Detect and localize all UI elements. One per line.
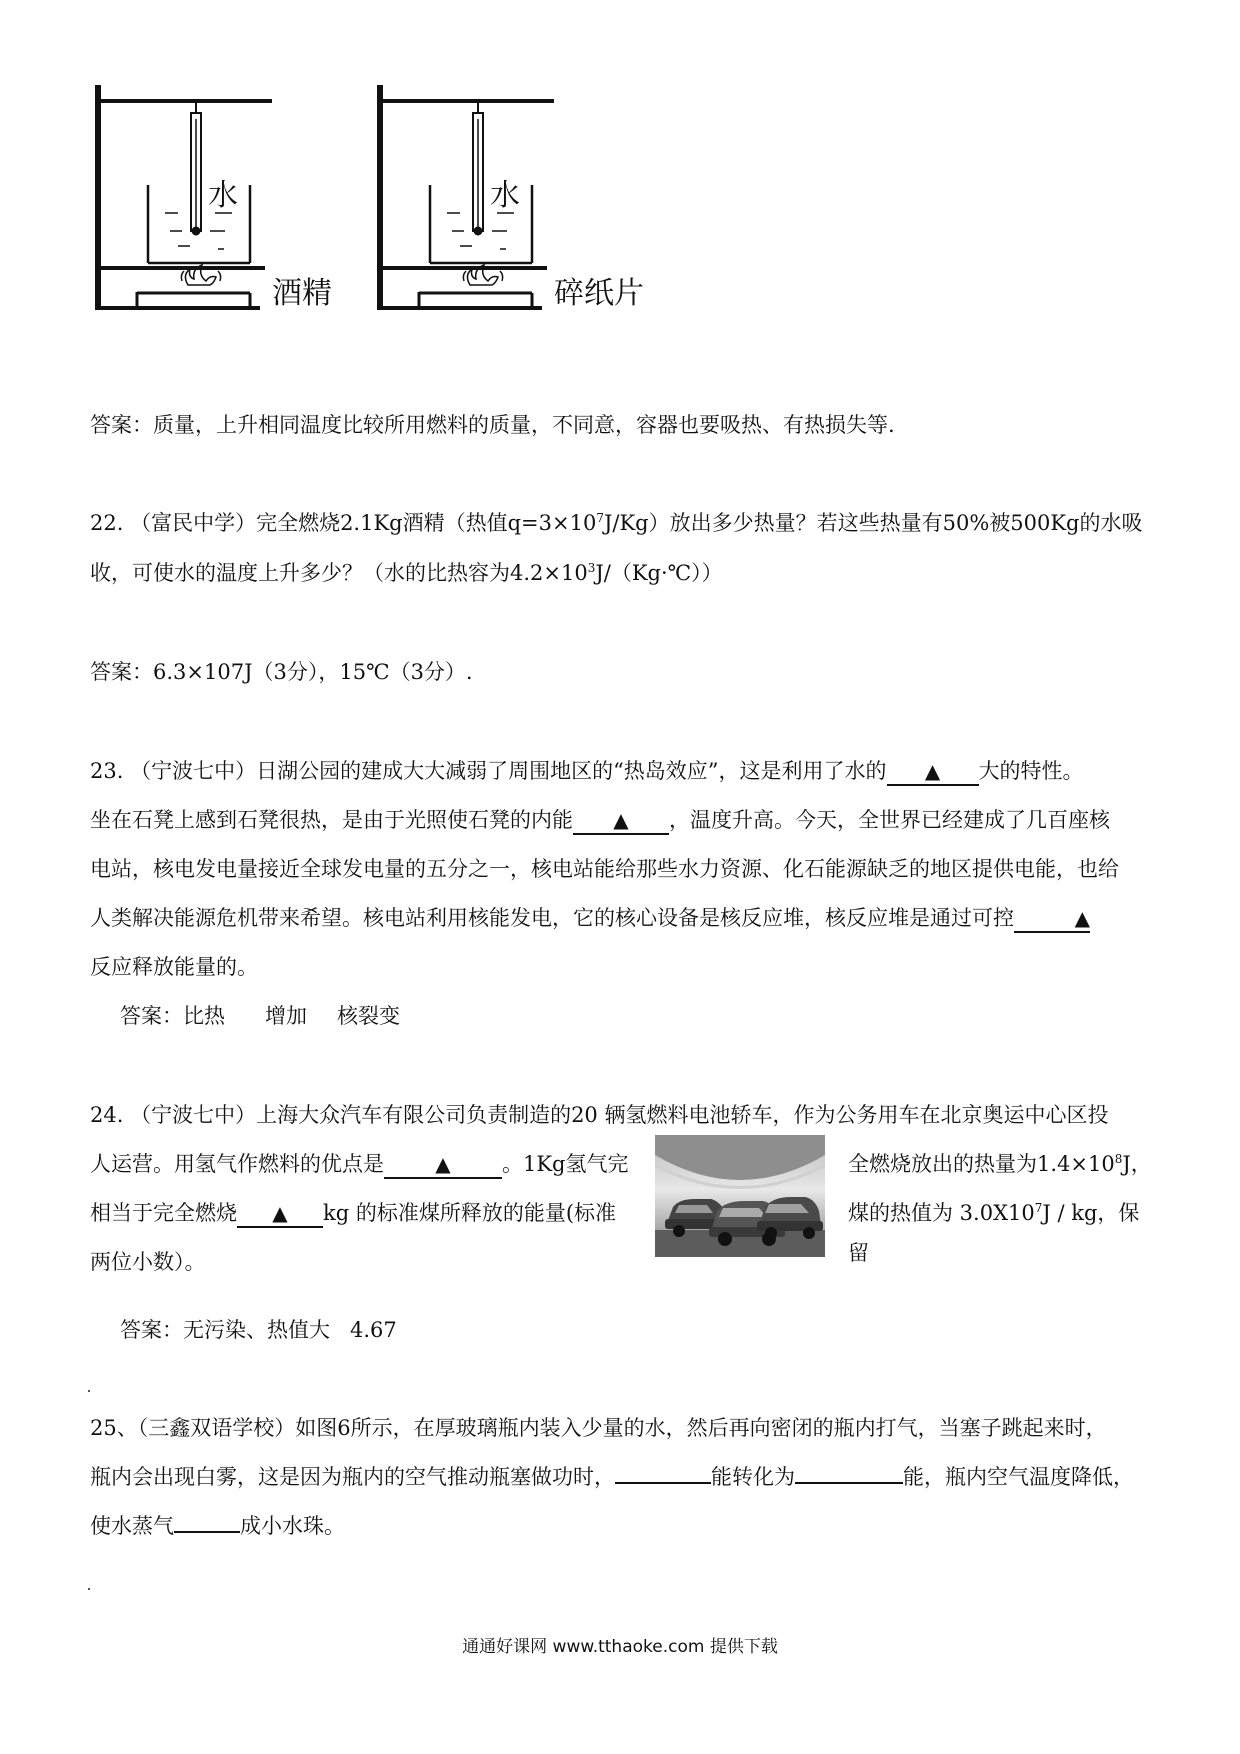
q25-blank-3 <box>174 1507 240 1533</box>
q22-line2-b: J/（Kg·℃）） <box>595 561 723 585</box>
q23-line5: 反应释放能量的。 <box>90 955 258 979</box>
q25-l3-a: 使水蒸气 <box>90 1514 174 1538</box>
q22-line2 <box>90 553 1160 593</box>
q23-l1-a: 23. （宁波七中）日湖公园的建成大大减弱了周围地区的“热岛效应”，这是利用了水的 <box>90 759 887 783</box>
q24-l3-a: 相当于完全燃烧 <box>90 1201 237 1225</box>
q24-answer-1: 无污染、热值大 <box>183 1318 330 1342</box>
q24-line1: 24. （宁波七中）上海大众汽车有限公司负责制造的20 辆氢燃料电池轿车，作为公务用车在北京奥运中心区投 <box>90 1103 1109 1127</box>
q25-blank-2 <box>795 1458 903 1484</box>
q25-line1: 25、（三鑫双语学校）如图6所示，在厚玻璃瓶内装入少量的水，然后再向密闭的瓶内打气，当塞子跳起来时， <box>90 1416 1107 1440</box>
q23-answer-2: 增加 <box>265 1004 307 1028</box>
q24-answer-label: 答案： <box>120 1318 183 1342</box>
q24-blank-2 <box>237 1200 323 1228</box>
q23-answer <box>120 996 1190 1036</box>
q22-line1 <box>90 503 1160 543</box>
q22-line2-a: 收，可使水的温度上升多少？（水的比热容为4.2×10 <box>90 561 588 585</box>
q24-exponent-b: 7 <box>1034 1201 1043 1215</box>
q25-l2-b: 能转化为 <box>711 1465 795 1489</box>
left-setup <box>98 85 272 310</box>
q23-blank-2 <box>573 807 669 835</box>
q22-exponent-b: 3 <box>587 561 596 575</box>
q24-l2-c: 全燃烧放出的热量为1.4×10 <box>848 1152 1115 1176</box>
triangle-marker-icon: ▲ <box>435 1152 451 1176</box>
q23-line4 <box>90 898 1160 938</box>
q25-l3-b: 成小水珠。 <box>240 1514 345 1538</box>
q22-text-a: 22. （富民中学）完全燃烧2.1Kg酒精（热值q=3×10 <box>90 511 597 535</box>
q23-blank-3 <box>1014 905 1090 933</box>
q24-line2-right <box>848 1144 1160 1184</box>
q22-text-b: J/Kg）放出多少热量？若这些热量有50%被500Kg的水吸 <box>603 511 1143 535</box>
q24-l3-b: kg 的标准煤所释放的能量(标准 <box>323 1201 617 1225</box>
q25-l2-a: 瓶内会出现白雾，这是因为瓶内的空气推动瓶塞做功时， <box>90 1465 615 1489</box>
q23-line3: 电站，核电发电量接近全球发电量的五分之一，核电站能给那些水力资源、化石能源缺乏的地区提供电能，也给 <box>90 857 1119 881</box>
q21-answer: 答案：质量，上升相同温度比较所用燃料的质量，不同意，容器也要吸热、有热损失等. <box>90 413 895 437</box>
q25-line2 <box>90 1457 1160 1497</box>
left-fuel-label: 酒精 <box>272 276 332 311</box>
right-water-label: 水 <box>490 178 520 213</box>
q23-line2 <box>90 800 1160 840</box>
q23-l2-b: ，温度升高。今天，全世界已经建成了几百座核 <box>669 808 1110 832</box>
q24-exponent-a: 8 <box>1114 1152 1123 1166</box>
q24-blank-1 <box>384 1151 502 1179</box>
right-setup <box>380 85 554 310</box>
hydrogen-cars-photo <box>655 1135 825 1257</box>
q24-l2-b: 。1Kg氢气完 <box>502 1152 629 1176</box>
right-fuel-label: 碎纸片 <box>554 276 644 311</box>
left-water-label: 水 <box>208 178 238 213</box>
page-footer: 通通好课网 www.tthaoke.com 提供下载 <box>462 1637 778 1657</box>
q24-answer <box>120 1310 1190 1350</box>
q24-answer-2: 4.67 <box>350 1318 397 1342</box>
q24-l3-d: J / kg，保留 <box>848 1201 1140 1265</box>
stray-dot <box>88 1390 90 1392</box>
q24-l2-a: 人运营。用氢气作燃料的优点是 <box>90 1152 384 1176</box>
triangle-marker-icon: ▲ <box>1074 906 1090 930</box>
q23-blank-1 <box>887 758 979 786</box>
q23-l2-a: 坐在石凳上感到石凳很热，是由于光照使石凳的内能 <box>90 808 573 832</box>
q23-l4-a: 人类解决能源危机带来希望。核电站利用核能发电，它的核心设备是核反应堆，核反应堆是通过可控 <box>90 906 1014 930</box>
q25-blank-1 <box>615 1458 711 1484</box>
triangle-marker-icon: ▲ <box>272 1201 288 1225</box>
q22-exponent-a: 7 <box>596 511 604 525</box>
q23-line1 <box>90 751 1160 791</box>
triangle-marker-icon: ▲ <box>924 759 941 783</box>
q25-l2-c: 能，瓶内空气温度降低， <box>903 1465 1134 1489</box>
q24-l2-d: J， <box>1122 1152 1152 1176</box>
q25-line3 <box>90 1506 1160 1546</box>
q23-l1-b: 大的特性。 <box>978 759 1084 783</box>
stray-dot <box>88 1588 90 1590</box>
triangle-marker-icon: ▲ <box>613 808 629 832</box>
q23-answer-1: 比热 <box>183 1004 225 1028</box>
q24-l3-c: 煤的热值为 3.0X10 <box>848 1201 1035 1225</box>
q24-line4: 两位小数）。 <box>90 1250 206 1274</box>
q23-answer-label: 答案： <box>120 1004 183 1028</box>
q23-answer-3: 核裂变 <box>337 1004 400 1028</box>
q22-answer: 答案：6.3×107J（3分），15℃（3分）. <box>90 660 473 684</box>
experiment-figure <box>90 85 740 355</box>
